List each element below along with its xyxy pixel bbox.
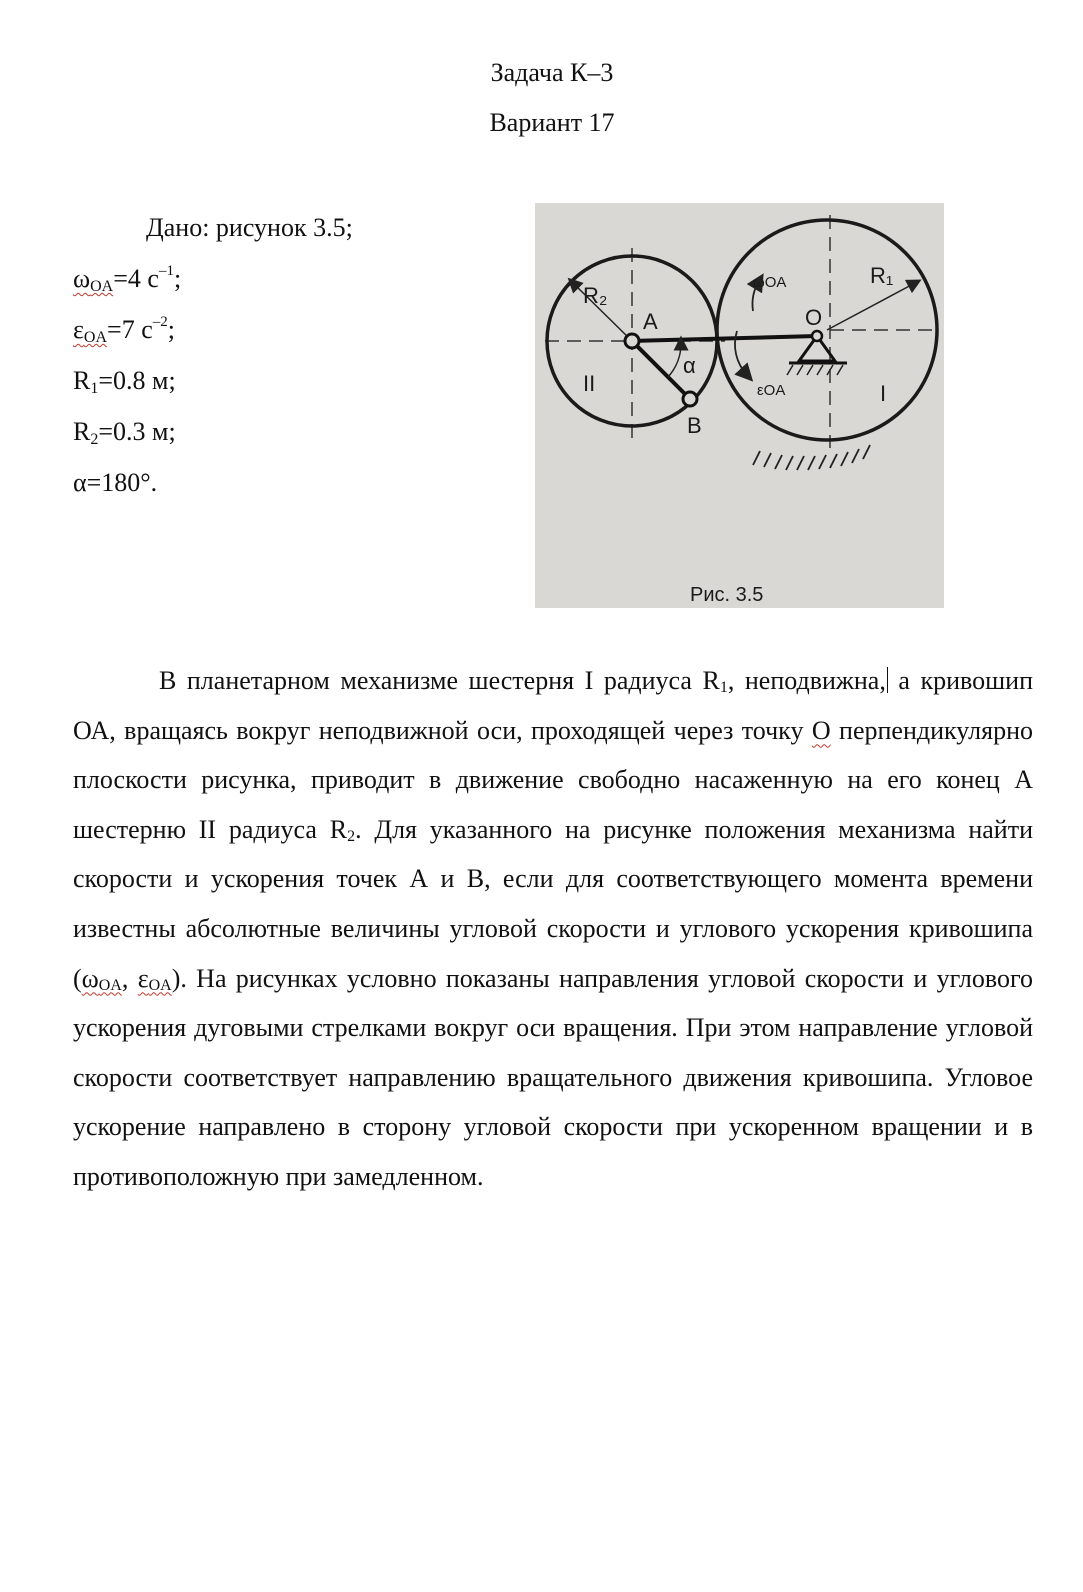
crank-oa (632, 336, 817, 341)
task-title: Задача К–3 (490, 58, 614, 87)
label-o: O (805, 305, 823, 330)
omega-symbol: $\omega_{OA}$ (73, 264, 114, 295)
label-b: B (687, 413, 702, 438)
r1-radius-line (827, 283, 915, 330)
given-block (73, 203, 353, 509)
label-alpha: α (683, 353, 696, 378)
problem-text: В планетарном механизме шестерня I радиуса R1, неподвижна, а кривошип ОА, вращаясь вокруг неподвижной оси, проходящей через точку О перпендикулярно плоскости рисунка, приводит в движение свободно насаженную на его конец А шестерню II радиуса R2. Для указанного на рисунке положения механизма найти скорости и ускорения точек А и В, если для соответствующего момента времени известны абсолютные величины угловой скорости и углового ускорения кривошипа (ωOA, εOA). На рисунках условно показаны направления угловой скорости и углового ускорения дуговыми стрелками вокруг оси вращения. При этом направление угловой скорости соответствует направлению вращательного движения кривошипа. Угловое ускорение направлено в сторону угловой скорости при ускоренном вращении и в противоположную при замедленном. (73, 666, 1033, 1191)
given-alpha: α=180°. (73, 468, 158, 497)
figure-caption: Рис. 3.5 (690, 584, 764, 606)
label-a: A (643, 309, 658, 334)
point-o-ref: О (811, 715, 831, 745)
epsilon-ref: εOA (137, 963, 172, 994)
given-epsilon: $\varepsilon_{OA}=7$ $с^{-2}$; (73, 314, 175, 346)
label-epsilon-oa: εOA (757, 382, 786, 399)
given-r2: $R_2=0.3$ м; (73, 417, 176, 448)
epsilon-symbol: $\varepsilon_{OA}$ (73, 315, 108, 346)
given-intro: Дано: рисунок 3.5; (146, 213, 353, 242)
given-omega: $\omega_{OA}=4$ $с^{-1}$; (73, 263, 182, 295)
point-b (683, 392, 697, 406)
label-ii: II (583, 371, 596, 396)
label-omega-oa: ωOA (753, 274, 787, 291)
alpha-arc (668, 343, 681, 377)
ground-hatch (753, 445, 870, 470)
omega-ref: ωOA (81, 963, 122, 994)
mechanism-diagram (535, 203, 944, 608)
variant-title: Вариант 17 (489, 108, 615, 137)
label-i: I (880, 381, 887, 406)
gear-i-centerlines (830, 215, 940, 448)
label-r1: R₁ (870, 263, 894, 288)
point-a (625, 334, 639, 348)
given-r1: $R_1=0.8$ м; (73, 366, 176, 397)
label-r2: R₂ (583, 283, 608, 308)
mechanism-figure (535, 203, 944, 608)
